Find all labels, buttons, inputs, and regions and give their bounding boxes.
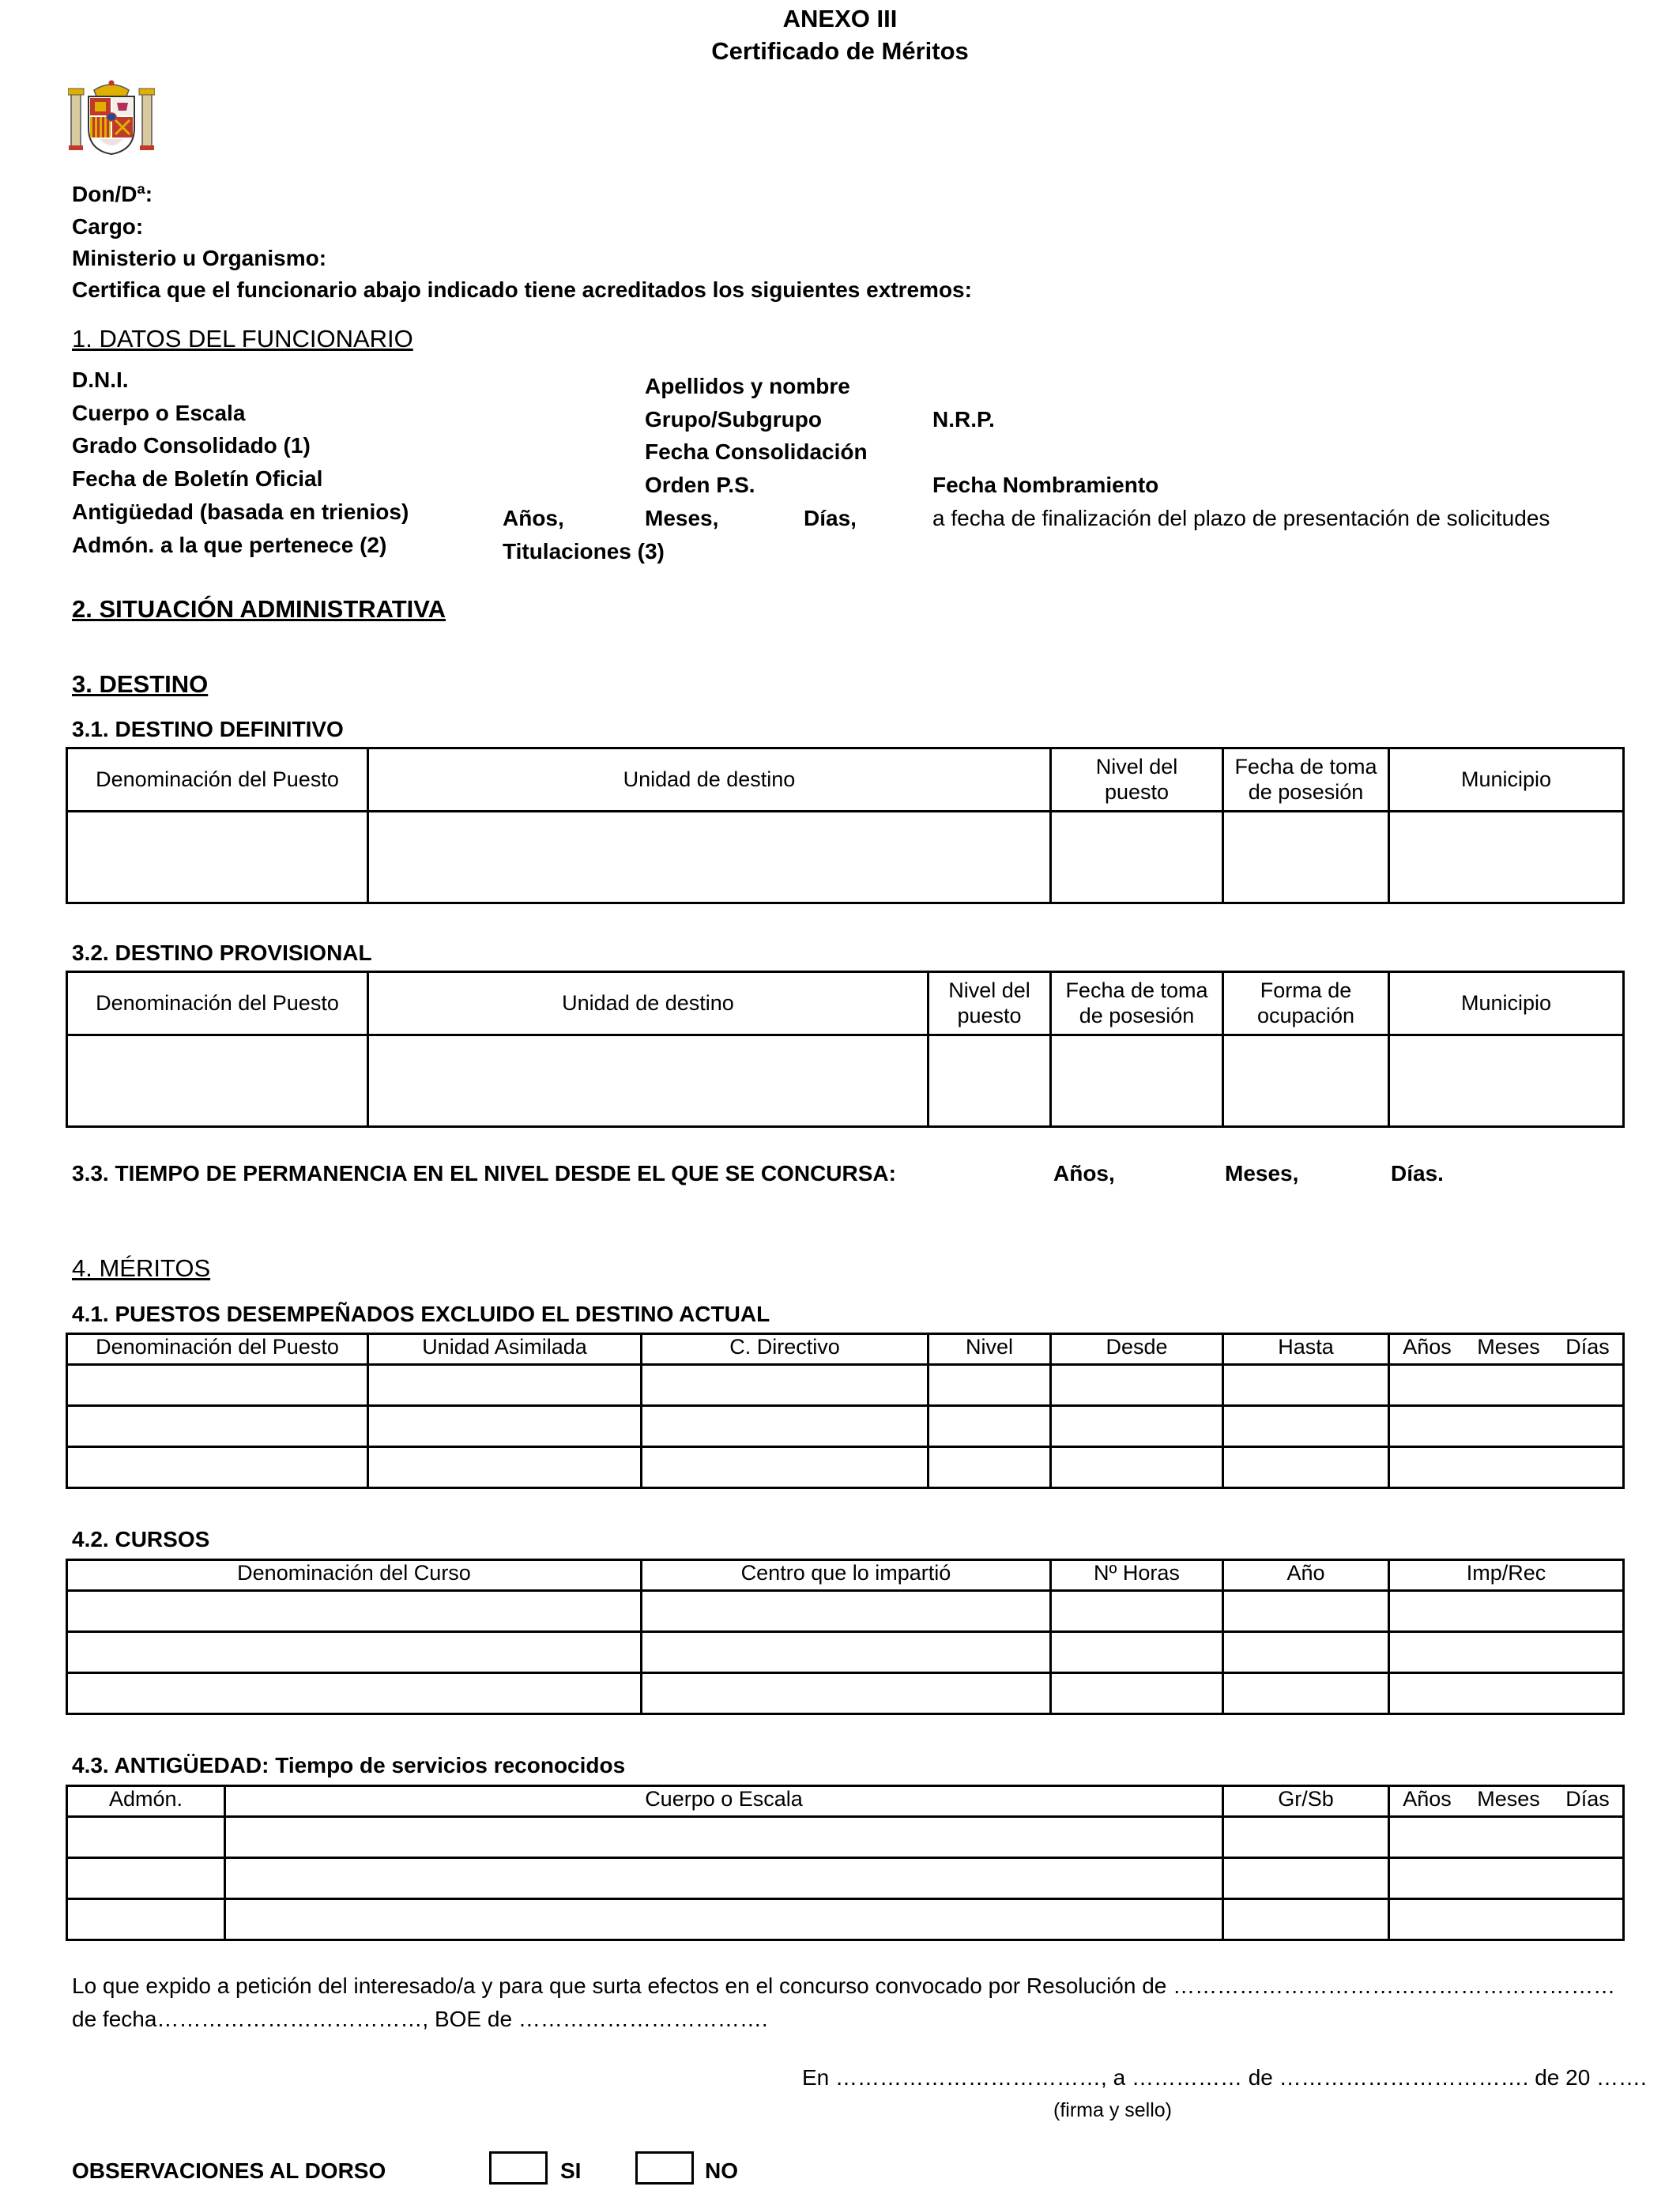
- puestos-heading: 4.1. PUESTOS DESEMPEÑADOS EXCLUIDO EL DESTINO ACTUAL: [72, 1302, 770, 1326]
- header-fecha-toma: Fecha de toma de posesión: [1051, 972, 1223, 1035]
- cell-input[interactable]: [1051, 1365, 1223, 1406]
- header-fecha-toma: Fecha de toma de posesión: [1223, 748, 1389, 812]
- cell-input[interactable]: [1051, 1632, 1223, 1673]
- grado-label: Grado Consolidado (1): [72, 433, 311, 458]
- permanencia-anios: Años,: [1053, 1161, 1115, 1186]
- header-dias: Días: [1565, 1335, 1610, 1359]
- cell-input[interactable]: [1389, 1858, 1624, 1899]
- permanencia-meses: Meses,: [1225, 1161, 1299, 1186]
- fecha-nombramiento-label: Fecha Nombramiento: [932, 473, 1159, 497]
- cell-input[interactable]: [67, 812, 368, 903]
- fecha-consolidacion-label: Fecha Consolidación: [645, 439, 868, 464]
- fecha-boletin-label: Fecha de Boletín Oficial: [72, 466, 323, 491]
- cell-input[interactable]: [929, 1365, 1051, 1406]
- cursos-heading: 4.2. CURSOS: [72, 1527, 210, 1551]
- cell-input[interactable]: [1223, 1899, 1389, 1940]
- cell-input[interactable]: [1051, 1406, 1223, 1447]
- cell-input[interactable]: [1389, 1365, 1624, 1406]
- orden-ps-label: Orden P.S.: [645, 473, 755, 497]
- cell-input[interactable]: [1051, 1447, 1223, 1488]
- cell-input[interactable]: [1389, 1035, 1624, 1127]
- antiguedad-heading-rest: Tiempo de servicios reconocidos: [269, 1753, 626, 1777]
- cell-input[interactable]: [1223, 1817, 1389, 1858]
- grupo-label: Grupo/Subgrupo: [645, 407, 822, 432]
- meses-label: Meses,: [645, 506, 719, 530]
- certifica-text: Certifica que el funcionario abajo indicado tiene acreditados los siguientes extremos:: [72, 277, 972, 302]
- cell-input[interactable]: [1051, 1035, 1223, 1127]
- header-denominacion: Denominación del Puesto: [67, 748, 368, 812]
- header-gr-sb: Gr/Sb: [1223, 1786, 1389, 1817]
- cell-input[interactable]: [67, 1035, 368, 1127]
- header-municipio: Municipio: [1389, 972, 1624, 1035]
- puestos-table: [66, 1333, 1625, 1489]
- expido-line1: Lo que expido a petición del interesado/a y para que surta efectos en el concurso convocado por Resolución de ……………………………………………………: [72, 1973, 1616, 1998]
- dni-label: D.N.I.: [72, 368, 129, 392]
- cell-input[interactable]: [67, 1632, 642, 1673]
- cell-input[interactable]: [67, 1365, 368, 1406]
- permanencia-dias: Días.: [1391, 1161, 1444, 1186]
- cell-input[interactable]: [642, 1406, 929, 1447]
- cell-input[interactable]: [642, 1447, 929, 1488]
- cell-input[interactable]: [1223, 1365, 1389, 1406]
- firma-sello: (firma y sello): [1053, 2099, 1173, 2121]
- section4-heading: 4. MÉRITOS: [72, 1254, 211, 1282]
- header-c-directivo: C. Directivo: [642, 1334, 929, 1365]
- cell-input[interactable]: [1389, 1447, 1624, 1488]
- header-meses: Meses: [1477, 1335, 1540, 1359]
- header-unidad-asimilada: Unidad Asimilada: [368, 1334, 642, 1365]
- cell-input[interactable]: [929, 1406, 1051, 1447]
- header-hasta: Hasta: [1223, 1334, 1389, 1365]
- header-denominacion: Denominación del Puesto: [67, 972, 368, 1035]
- cell-input[interactable]: [67, 1447, 368, 1488]
- spain-coat-of-arms-icon: [68, 79, 155, 156]
- no-label: NO: [705, 2158, 738, 2183]
- cell-input[interactable]: [929, 1447, 1051, 1488]
- cuerpo-label: Cuerpo o Escala: [72, 401, 246, 425]
- cargo-label: Cargo:: [72, 214, 144, 239]
- no-checkbox[interactable]: [635, 2151, 694, 2185]
- antiguedad-heading-bold: 4.3. ANTIGÜEDAD:: [72, 1753, 269, 1777]
- cell-input[interactable]: [368, 1365, 642, 1406]
- cell-input[interactable]: [67, 1406, 368, 1447]
- antiguedad-heading: [72, 1753, 625, 1778]
- observaciones-label: OBSERVACIONES AL DORSO: [72, 2158, 386, 2183]
- header-cuerpo: Cuerpo o Escala: [225, 1786, 1223, 1817]
- header-meses: Meses: [1477, 1787, 1540, 1811]
- header-desde: Desde: [1051, 1334, 1223, 1365]
- antiguedad-table: [66, 1785, 1625, 1941]
- header-forma-ocupacion: Forma de ocupación: [1223, 972, 1389, 1035]
- cell-input[interactable]: [1389, 1817, 1624, 1858]
- dias-label: Días,: [804, 506, 857, 530]
- header-anios-meses-dias: [1389, 1334, 1624, 1365]
- cell-input[interactable]: [642, 1365, 929, 1406]
- cell-input[interactable]: [1223, 1447, 1389, 1488]
- cell-input[interactable]: [368, 1447, 642, 1488]
- cell-input[interactable]: [368, 1406, 642, 1447]
- ministerio-label: Ministerio u Organismo:: [72, 246, 327, 270]
- cell-input[interactable]: [1389, 1673, 1624, 1714]
- si-label: SI: [560, 2158, 582, 2183]
- cell-input[interactable]: [1223, 1035, 1389, 1127]
- header-anios: Años: [1403, 1787, 1452, 1811]
- destino-provisional-table: [66, 971, 1625, 1128]
- cell-input[interactable]: [642, 1632, 1051, 1673]
- cell-input[interactable]: [1051, 1673, 1223, 1714]
- header-nivel: Nivel: [929, 1334, 1051, 1365]
- cell-input[interactable]: [642, 1591, 1051, 1632]
- permanencia-heading: 3.3. TIEMPO DE PERMANENCIA EN EL NIVEL DESDE EL QUE SE CONCURSA:: [72, 1161, 896, 1186]
- apellidos-label: Apellidos y nombre: [645, 374, 850, 398]
- section3-heading: 3. DESTINO: [72, 670, 209, 698]
- header-unidad: Unidad de destino: [368, 972, 929, 1035]
- section1-heading: 1. DATOS DEL FUNCIONARIO: [72, 325, 413, 352]
- header-centro: Centro que lo impartió: [642, 1560, 1051, 1591]
- cell-input[interactable]: [225, 1858, 1223, 1899]
- destino-provisional-heading: 3.2. DESTINO PROVISIONAL: [72, 941, 372, 965]
- don-label: Don/Dª:: [72, 182, 153, 206]
- cursos-table: [66, 1559, 1625, 1715]
- expido-line2: de fecha………………………………, BOE de …………………………….: [72, 2007, 768, 2031]
- cell-input[interactable]: [1223, 1632, 1389, 1673]
- cell-input[interactable]: [1223, 1858, 1389, 1899]
- header-anios: Años: [1403, 1335, 1452, 1359]
- cell-input[interactable]: [67, 1591, 642, 1632]
- header-anio: Año: [1223, 1560, 1389, 1591]
- cell-input[interactable]: [368, 812, 1051, 903]
- header-denominacion: Denominación del Puesto: [67, 1334, 368, 1365]
- header-imp-rec: Imp/Rec: [1389, 1560, 1624, 1591]
- nrp-label: N.R.P.: [932, 407, 995, 432]
- header-horas: Nº Horas: [1051, 1560, 1223, 1591]
- cell-input[interactable]: [67, 1817, 225, 1858]
- cell-input[interactable]: [67, 1899, 225, 1940]
- section2-heading: 2. SITUACIÓN ADMINISTRATIVA: [72, 595, 446, 623]
- cell-input[interactable]: [67, 1673, 642, 1714]
- header-denominacion-curso: Denominación del Curso: [67, 1560, 642, 1591]
- header-nivel: Nivel del puesto: [929, 972, 1051, 1035]
- cell-input[interactable]: [1223, 1591, 1389, 1632]
- cell-input[interactable]: [642, 1673, 1051, 1714]
- si-checkbox[interactable]: [489, 2151, 548, 2185]
- header-unidad: Unidad de destino: [368, 748, 1051, 812]
- titulaciones-label: Titulaciones (3): [503, 539, 665, 564]
- place-date-line: En ………………………………, a …………… de ……………………………. de 20 …….: [802, 2065, 1647, 2090]
- destino-definitivo-table: [66, 747, 1625, 904]
- header-dias: Días: [1565, 1787, 1610, 1811]
- cell-input[interactable]: [1389, 812, 1624, 903]
- cell-input[interactable]: [929, 1035, 1051, 1127]
- annex-title: ANEXO III: [782, 5, 898, 32]
- cell-input[interactable]: [1051, 812, 1223, 903]
- cell-input[interactable]: [1389, 1899, 1624, 1940]
- cell-input[interactable]: [1223, 812, 1389, 903]
- header-municipio: Municipio: [1389, 748, 1624, 812]
- cell-input[interactable]: [1223, 1673, 1389, 1714]
- cell-input[interactable]: [368, 1035, 929, 1127]
- cell-input[interactable]: [1051, 1591, 1223, 1632]
- destino-definitivo-heading: 3.1. DESTINO DEFINITIVO: [72, 717, 344, 741]
- admon-label: Admón. a la que pertenece (2): [72, 533, 387, 557]
- header-admon: Admón.: [67, 1786, 225, 1817]
- antiguedad-label: Antigüedad (basada en trienios): [72, 499, 409, 524]
- cell-input[interactable]: [225, 1899, 1223, 1940]
- header-anios-meses-dias: [1389, 1786, 1624, 1817]
- cell-input[interactable]: [1389, 1406, 1624, 1447]
- document-title: Certificado de Méritos: [711, 37, 969, 65]
- fecha-finalizacion-text: a fecha de finalización del plazo de presentación de solicitudes: [932, 506, 1550, 530]
- cell-input[interactable]: [67, 1858, 225, 1899]
- anios-label: Años,: [503, 506, 564, 530]
- cell-input[interactable]: [1223, 1406, 1389, 1447]
- cell-input[interactable]: [1389, 1632, 1624, 1673]
- cell-input[interactable]: [1389, 1591, 1624, 1632]
- cell-input[interactable]: [225, 1817, 1223, 1858]
- header-nivel: Nivel del puesto: [1051, 748, 1223, 812]
